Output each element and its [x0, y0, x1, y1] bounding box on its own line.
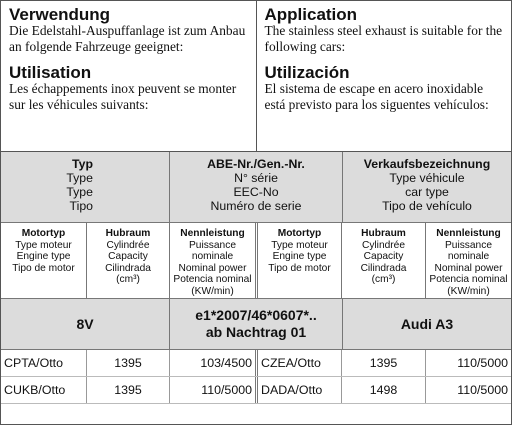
sub-nennleistung-2: Nennleistung Puissance nominale Nominal power Potencia nominal (KW/min)	[425, 223, 511, 298]
band-typ: 8V	[76, 315, 94, 332]
spanish-heading: Utilización	[264, 63, 350, 82]
motor-type-cell: CZEA/Otto	[255, 350, 341, 376]
header-typ: Typ Type Type Tipo	[66, 157, 93, 213]
french-heading: Utilisation	[9, 63, 92, 82]
band-abe: e1*2007/46*0607*.. ab Nachtrag 01	[169, 299, 342, 349]
sub-motortyp-2: Motortyp Type moteur Engine type Tipo de motor	[255, 223, 341, 298]
power-cell: 103/4500	[169, 350, 255, 376]
intro-right-column	[257, 1, 512, 151]
motor-type-cell: DADA/Otto	[255, 377, 341, 403]
intro-left-column	[1, 1, 257, 151]
intro-section	[1, 1, 511, 152]
power-cell: 110/5000	[425, 377, 511, 403]
header-verkauf: Verkaufsbezeichnung Type véhicule car type Tipo de vehículo	[342, 152, 511, 222]
power-cell: 110/5000	[169, 377, 255, 403]
motor-type-cell: CPTA/Otto	[4, 356, 63, 370]
table-subheader	[1, 223, 511, 299]
english-text: The stainless steel exhaust is suitable for the following cars:	[264, 23, 503, 54]
capacity-cell: 1498	[341, 377, 425, 403]
header-abe: ABE-Nr./Gen.-Nr. N° série EEC-No Numéro de serie	[169, 152, 342, 222]
motor-type-cell: CUKB/Otto	[4, 383, 66, 397]
sub-motortyp-1: Motortyp Type moteur Engine type Tipo de motor	[12, 228, 75, 274]
sub-hubraum-2: Hubraum Cylindrée Capacity Cilindrada (cm³)	[341, 223, 425, 298]
power-cell: 110/5000	[425, 350, 511, 376]
english-heading: Application	[264, 5, 358, 24]
capacity-cell: 1395	[86, 350, 169, 376]
capacity-cell: 1395	[86, 377, 169, 403]
table-row	[1, 350, 511, 377]
german-text: Die Edelstahl-Auspuffanlage ist zum Anbau an folgende Fahrzeuge geeignet:	[9, 23, 246, 54]
french-text: Les échappements inox peuvent se monter sur les véhicules suivants:	[9, 81, 237, 112]
capacity-cell: 1395	[341, 350, 425, 376]
spanish-text: El sistema de escape en acero inoxidable está previsto para los siguentes vehículos:	[264, 81, 489, 112]
german-heading: Verwendung	[9, 5, 111, 24]
sub-nennleistung-1: Nennleistung Puissance nominale Nominal power Potencia nominal (KW/min)	[169, 223, 255, 298]
vehicle-band	[1, 299, 511, 350]
band-verkauf: Audi A3	[342, 299, 511, 349]
sub-hubraum-1: Hubraum Cylindrée Capacity Cilindrada (cm³)	[86, 223, 169, 298]
table-header	[1, 152, 511, 223]
table-row	[1, 377, 511, 404]
